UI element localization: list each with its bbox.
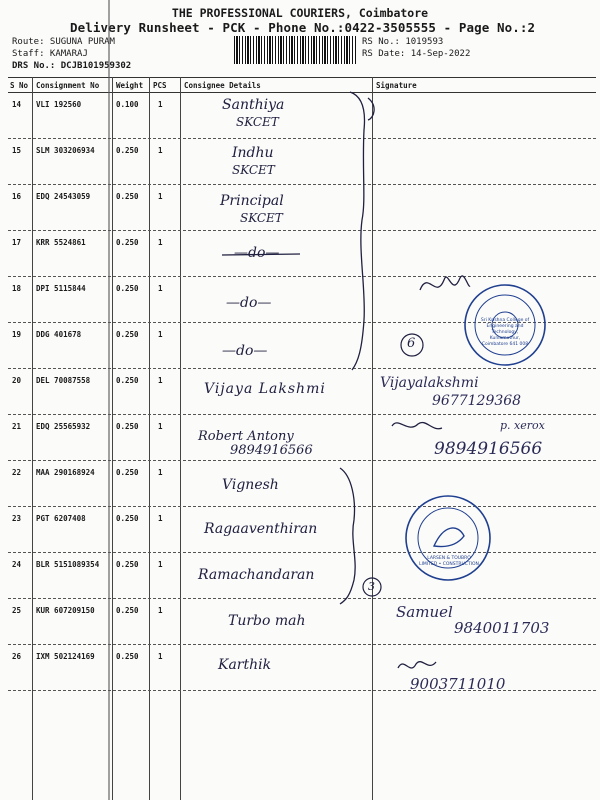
consignee-name: —do— — [234, 245, 280, 261]
row-consignment: DEL 70087558 — [36, 376, 91, 385]
row-consignment: DPI 5115844 — [36, 284, 86, 293]
row-sno: 21 — [12, 422, 22, 431]
col-header-weight: Weight — [116, 81, 144, 90]
group-count-badge: 3 — [368, 580, 375, 593]
drs-number: DRS No.: DCJB101959302 — [12, 61, 132, 71]
row-weight: 0.250 — [116, 284, 139, 293]
consignee-name: Principal — [220, 193, 284, 209]
group-count-badge: 6 — [407, 336, 416, 351]
row-sno: 24 — [12, 560, 22, 569]
recipient-phone: 9840011703 — [454, 619, 550, 637]
col-header-consignee: Consignee Details — [184, 81, 261, 90]
row-consignment: KUR 607209150 — [36, 606, 95, 615]
row-sno: 25 — [12, 606, 22, 615]
row-sno: 17 — [12, 238, 22, 247]
row-weight: 0.250 — [116, 376, 139, 385]
row-sno: 15 — [12, 146, 22, 155]
row-pcs: 1 — [158, 330, 163, 339]
col-header-pcs: PCS — [153, 81, 167, 90]
row-pcs: 1 — [158, 560, 163, 569]
consignee-name: Ramachandaran — [198, 567, 315, 583]
row-consignment: EDQ 25565932 — [36, 422, 91, 431]
row-weight: 0.250 — [116, 560, 139, 569]
row-consignment: VLI 192560 — [36, 100, 82, 109]
consignee-phone: 9894916566 — [230, 443, 313, 458]
row-pcs: 1 — [158, 468, 163, 477]
row-pcs: 1 — [158, 376, 163, 385]
consignee-company: SKCET — [236, 115, 279, 129]
company-title: THE PROFESSIONAL COURIERS, Coimbatore — [171, 6, 429, 20]
row-consignment: SLM 303206934 — [36, 146, 95, 155]
row-weight: 0.250 — [116, 652, 139, 661]
consignee-name: Turbo mah — [228, 613, 306, 629]
row-weight: 0.250 — [116, 192, 139, 201]
consignee-name: Ragaaventhiran — [204, 521, 318, 537]
row-consignment: PGT 6207408 — [36, 514, 86, 523]
route-label: Route: SUGUNA PURAM — [12, 37, 115, 47]
signature-scribble — [392, 422, 442, 428]
consignee-name: —do— — [222, 343, 268, 359]
row-consignment: MAA 290168924 — [36, 468, 95, 477]
consignee-company: SKCET — [232, 163, 275, 177]
recipient-phone: 9894916566 — [434, 439, 543, 459]
row-weight: 0.250 — [116, 146, 139, 155]
row-weight: 0.250 — [116, 330, 139, 339]
recipient-signature: Samuel — [396, 603, 453, 621]
row-sno: 20 — [12, 376, 22, 385]
row-pcs: 1 — [158, 514, 163, 523]
consignee-name: Santhiya — [222, 97, 285, 113]
consignee-name: Vijaya Lakshmi — [204, 381, 326, 397]
consignee-name: Karthik — [218, 657, 272, 673]
recipient-signature: Vijayalakshmi — [380, 375, 479, 391]
staff-label: Staff: KAMARAJ — [12, 49, 88, 59]
signature-scribble — [398, 662, 436, 668]
row-pcs: 1 — [158, 652, 163, 661]
row-consignment: BLR 5151089354 — [36, 560, 100, 569]
row-consignment: EDQ 24543059 — [36, 192, 91, 201]
rs-date: RS Date: 14-Sep-2022 — [362, 49, 471, 59]
row-sno: 26 — [12, 652, 22, 661]
ditto-line — [222, 254, 300, 255]
row-pcs: 1 — [158, 146, 163, 155]
rs-number: RS No.: 1019593 — [362, 37, 444, 47]
row-pcs: 1 — [158, 284, 163, 293]
row-weight: 0.250 — [116, 468, 139, 477]
brace-mark — [368, 98, 374, 120]
consignee-name: Vignesh — [222, 477, 279, 493]
row-consignment: IXM 502124169 — [36, 652, 95, 661]
row-pcs: 1 — [158, 606, 163, 615]
row-sno: 22 — [12, 468, 22, 477]
row-sno: 19 — [12, 330, 22, 339]
col-header-signature: Signature — [376, 81, 417, 90]
row-pcs: 1 — [158, 238, 163, 247]
consignee-name: Robert Antony — [198, 429, 294, 444]
consignee-name: Indhu — [232, 145, 274, 161]
row-weight: 0.100 — [116, 100, 139, 109]
lt-seal-text: LARSEN & TOUBRO LIMITED • CONSTRUCTION — [419, 556, 479, 567]
col-header-sno: S No — [10, 81, 29, 90]
recipient-phone: 9003711010 — [410, 675, 506, 693]
row-pcs: 1 — [158, 100, 163, 109]
row-sno: 14 — [12, 100, 22, 109]
row-weight: 0.250 — [116, 422, 139, 431]
brace-mark — [340, 468, 355, 604]
row-pcs: 1 — [158, 192, 163, 201]
row-weight: 0.250 — [116, 238, 139, 247]
consignee-company: SKCET — [240, 211, 283, 225]
row-sno: 16 — [12, 192, 22, 201]
recipient-phone: 9677129368 — [432, 393, 522, 409]
row-sno: 23 — [12, 514, 22, 523]
row-sno: 18 — [12, 284, 22, 293]
row-pcs: 1 — [158, 422, 163, 431]
row-weight: 0.250 — [116, 606, 139, 615]
row-consignment: DDG 401678 — [36, 330, 82, 339]
brace-mark — [350, 92, 364, 370]
recipient-note: p. xerox — [500, 419, 545, 432]
row-weight: 0.250 — [116, 514, 139, 523]
runsheet-subtitle: Delivery Runsheet - PCK - Phone No.:0422-3505555 - Page No.:2 — [70, 20, 536, 35]
college-seal-text: Sri Krishna College of Engineering and Technology, Kuniamuthur, Coimbatore 641 008 — [480, 318, 530, 347]
signature-scribble — [420, 276, 470, 290]
col-header-consignment: Consignment No — [36, 81, 100, 90]
row-consignment: KRR 5524861 — [36, 238, 86, 247]
consignee-name: —do— — [226, 295, 272, 311]
